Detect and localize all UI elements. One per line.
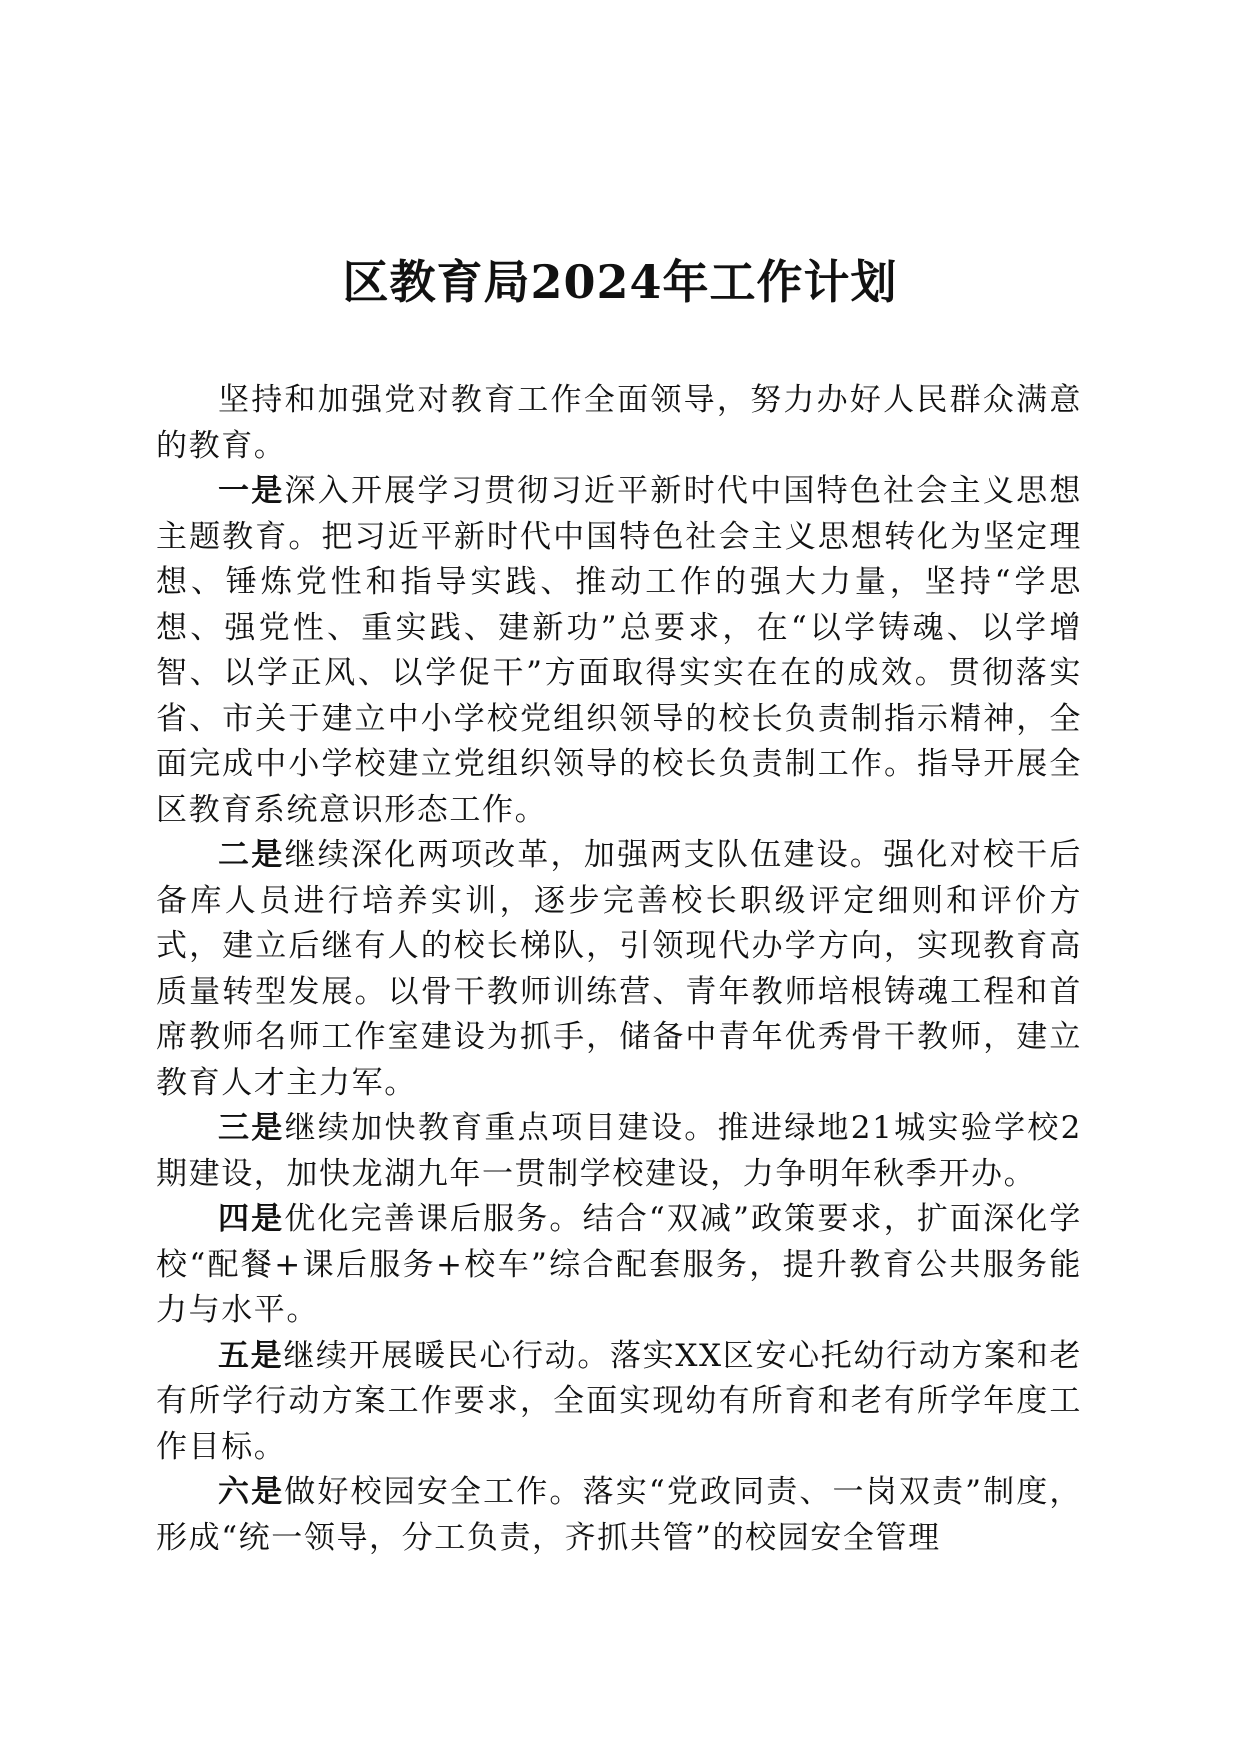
- plan-item-lead: 四是: [218, 1201, 285, 1237]
- plan-item-2: [156, 833, 1082, 1106]
- plan-item-text: 优化完善课后服务。结合“双减”政策要求，扩面深化学校“配餐+课后服务+校车”综合配套服务，提升教育公共服务能力与水平。: [156, 1201, 1083, 1328]
- plan-item-lead: 二是: [218, 837, 285, 873]
- plan-item-text: 继续深化两项改革，加强两支队伍建设。强化对校干后备库人员进行培养实训，逐步完善校长职级评定细则和评价方式，建立后继有人的校长梯队，引领现代办学方向，实现教育高质量转型发展。以骨干教师训练营、青年教师培根铸魂工程和首席教师名师工作室建设为抓手，储备中青年优秀骨干教师，建立教育人才主力军。: [156, 837, 1082, 1101]
- plan-item-3: [156, 1106, 1082, 1197]
- plan-item-lead: 一是: [218, 473, 285, 509]
- plan-item-lead: 六是: [218, 1474, 285, 1510]
- plan-item-text: 深入开展学习贯彻习近平新时代中国特色社会主义思想主题教育。把习近平新时代中国特色社会主义思想转化为坚定理想、锤炼党性和指导实践、推动工作的强大力量，坚持“学思想、强党性、重实践、建新功”总要求，在“以学铸魂、以学增智、以学正风、以学促干”方面取得实实在在的成效。贯彻落实省、市关于建立中小学校党组织领导的校长负责制指示精神，全面完成中小学校建立党组织领导的校长负责制工作。指导开展全区教育系统意识形态工作。: [156, 473, 1082, 828]
- plan-item-6: [156, 1470, 1082, 1561]
- document-title: 区教育局2024年工作计划: [342, 255, 898, 309]
- intro-paragraph: 坚持和加强党对教育工作全面领导，努力办好人民群众满意的教育。: [156, 382, 1082, 464]
- plan-item-lead: 三是: [218, 1110, 285, 1146]
- document-body: [156, 378, 1082, 1561]
- plan-item-text: 继续加快教育重点项目建设。推进绿地21城实验学校2期建设，加快龙湖九年一贯制学校建设，力争明年秋季开办。: [156, 1110, 1083, 1192]
- plan-item-lead: 五是: [218, 1337, 284, 1374]
- plan-item-4: [156, 1197, 1082, 1334]
- plan-item-text: 继续开展暖民心行动。落实XX区安心托幼行动方案和老有所学行动方案工作要求，全面实现幼有所育和老有所学年度工作目标。: [156, 1337, 1083, 1465]
- plan-item-text: 做好校园安全工作。落实“党政同责、一岗双责”制度，形成“统一领导，分工负责，齐抓共管”的校园安全管理: [156, 1474, 1083, 1556]
- plan-item-1: [156, 469, 1082, 833]
- plan-item-5: [156, 1334, 1082, 1471]
